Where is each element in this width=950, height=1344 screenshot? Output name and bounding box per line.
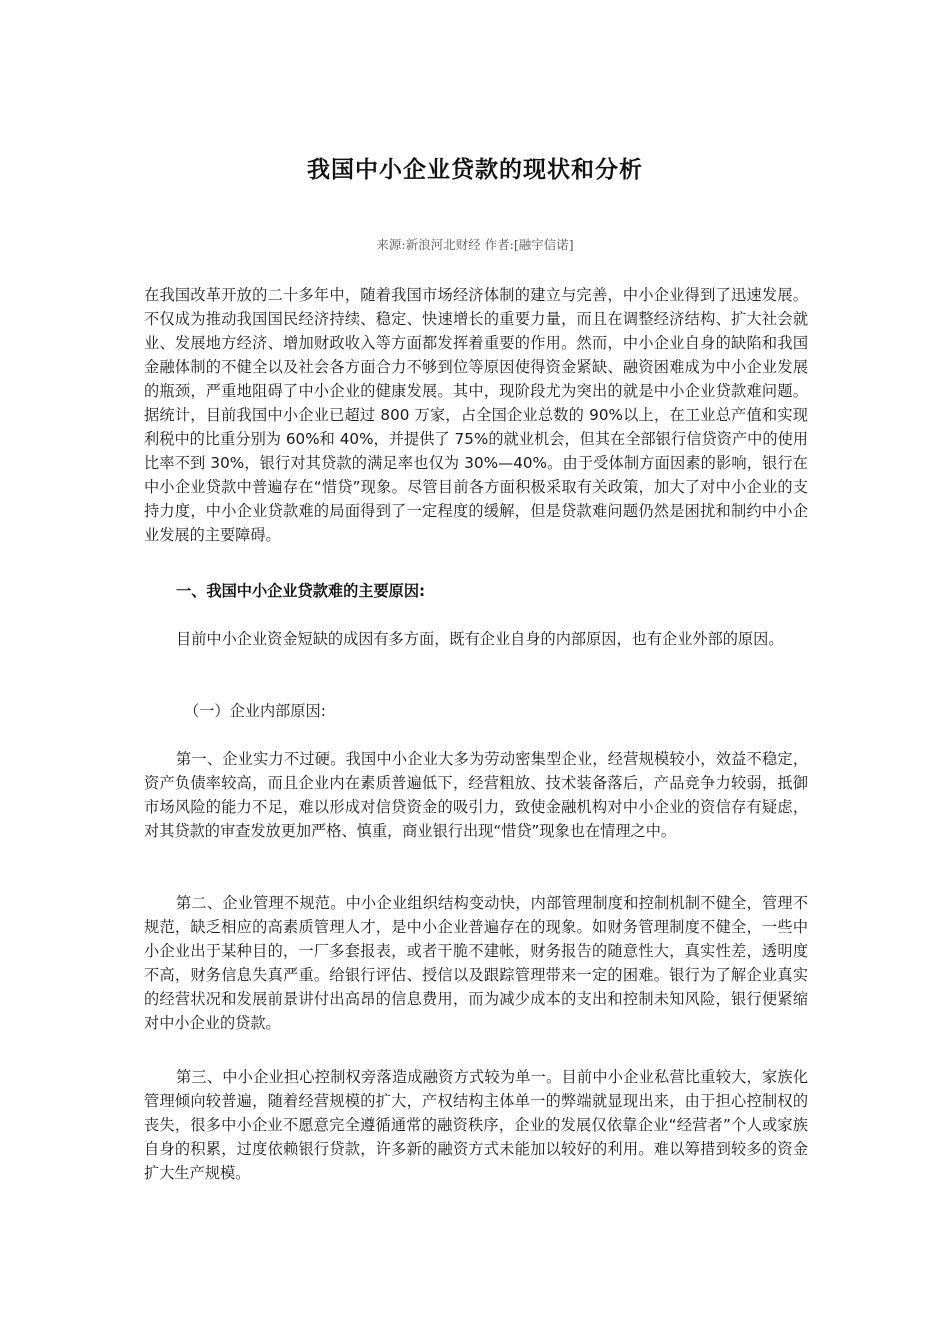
source-line: 来源:新浪河北财经 作者:[融宇信诺] — [376, 237, 574, 252]
point-3-paragraph: 第三、中小企业担心控制权旁落造成融资方式较为单一。目前中小企业私营比重较大，家族化管理倾向较普遍，随着经营规模的扩大，产权结构主体单一的弊端就显现出来，由于担心控制权的丧失，很多中小企业不愿意完全遵循通常的融资秩序，企业的发展仅依靠企业“经营者”个人或家族自身的积累，过度依赖银行贷款，许多新的融资方式未能加以较好的利用。难以筹措到较多的资金扩大生产规模。 — [144, 1068, 808, 1182]
document-title: 我国中小企业贷款的现状和分析 — [307, 157, 643, 183]
section-heading-1: 一、我国中小企业贷款难的主要原因: — [176, 582, 426, 600]
point-1-paragraph: 第一、企业实力不过硬。我国中小企业大多为劳动密集型企业，经营规模较小，效益不稳定，资产负债率较高，而且企业内在素质普遍低下，经营粗放、技术装备落后，产品竞争力较弱，抵御市场风险的能力不足，难以形成对信贷资金的吸引力，致使金融机构对中小企业的资信存有疑虑，对其贷款的审查发放更加严格、慎重，商业银行出现“惜贷”现象也在情理之中。 — [144, 750, 808, 840]
intro-paragraph: 在我国改革开放的二十多年中，随着我国市场经济体制的建立与完善，中小企业得到了迅速发展。不仅成为推动我国国民经济持续、稳定、快速增长的重要力量，而且在调整经济结构、扩大社会就业、发展地方经济、增加财政收入等方面都发挥着重要的作用。然而，中小企业自身的缺陷和我国金融体制的不健全以及社会各方面合力不够到位等原因使得资金紧缺、融资困难成为中小企业发展的瓶颈，严重地阻碍了中小企业的健康发展。其中，现阶段尤为突出的就是中小企业贷款难问题。据统计，目前我国中小企业已超过 800 万家，占全国企业总数的 90%以上，在工业总产值和实现利税中的比重分别为 60%和 40%，并提供了 75%的就业机会，但其在全部银行信贷资产中的使用比率不到 30%，银行对其贷款的满足率也仅为 30%—40%。由于受体制方面因素的影响，银行在中小企业贷款中普遍存在“惜贷”现象。尽管目前各方面积极采取有关政策，加大了对中小企业的支持力度，中小企业贷款难的局面得到了一定程度的缓解，但是贷款难问题仍然是困扰和制约中小企业发展的主要障碍。 — [144, 286, 808, 544]
subsection-heading-1: （一）企业内部原因: — [184, 702, 326, 720]
point-2-paragraph: 第二、企业管理不规范。中小企业组织结构变动快，内部管理制度和控制机制不健全，管理不规范，缺乏相应的高素质管理人才，是中小企业普遍存在的现象。如财务管理制度不健全，一些中小企业出于某种目的，一厂多套报表，或者干脆不建帐，财务报告的随意性大，真实性差，透明度不高，财务信息失真严重。给银行评估、授信以及跟踪管理带来一定的困难。银行为了解企业真实的经营状况和发展前景讲付出高昂的信息费用，而为减少成本的支出和控制未知风险，银行便紧缩对中小企业的贷款。 — [144, 894, 808, 1032]
section-1-intro-paragraph: 目前中小企业资金短缺的成因有多方面，既有企业自身的内部原因，也有企业外部的原因。 — [176, 630, 784, 648]
